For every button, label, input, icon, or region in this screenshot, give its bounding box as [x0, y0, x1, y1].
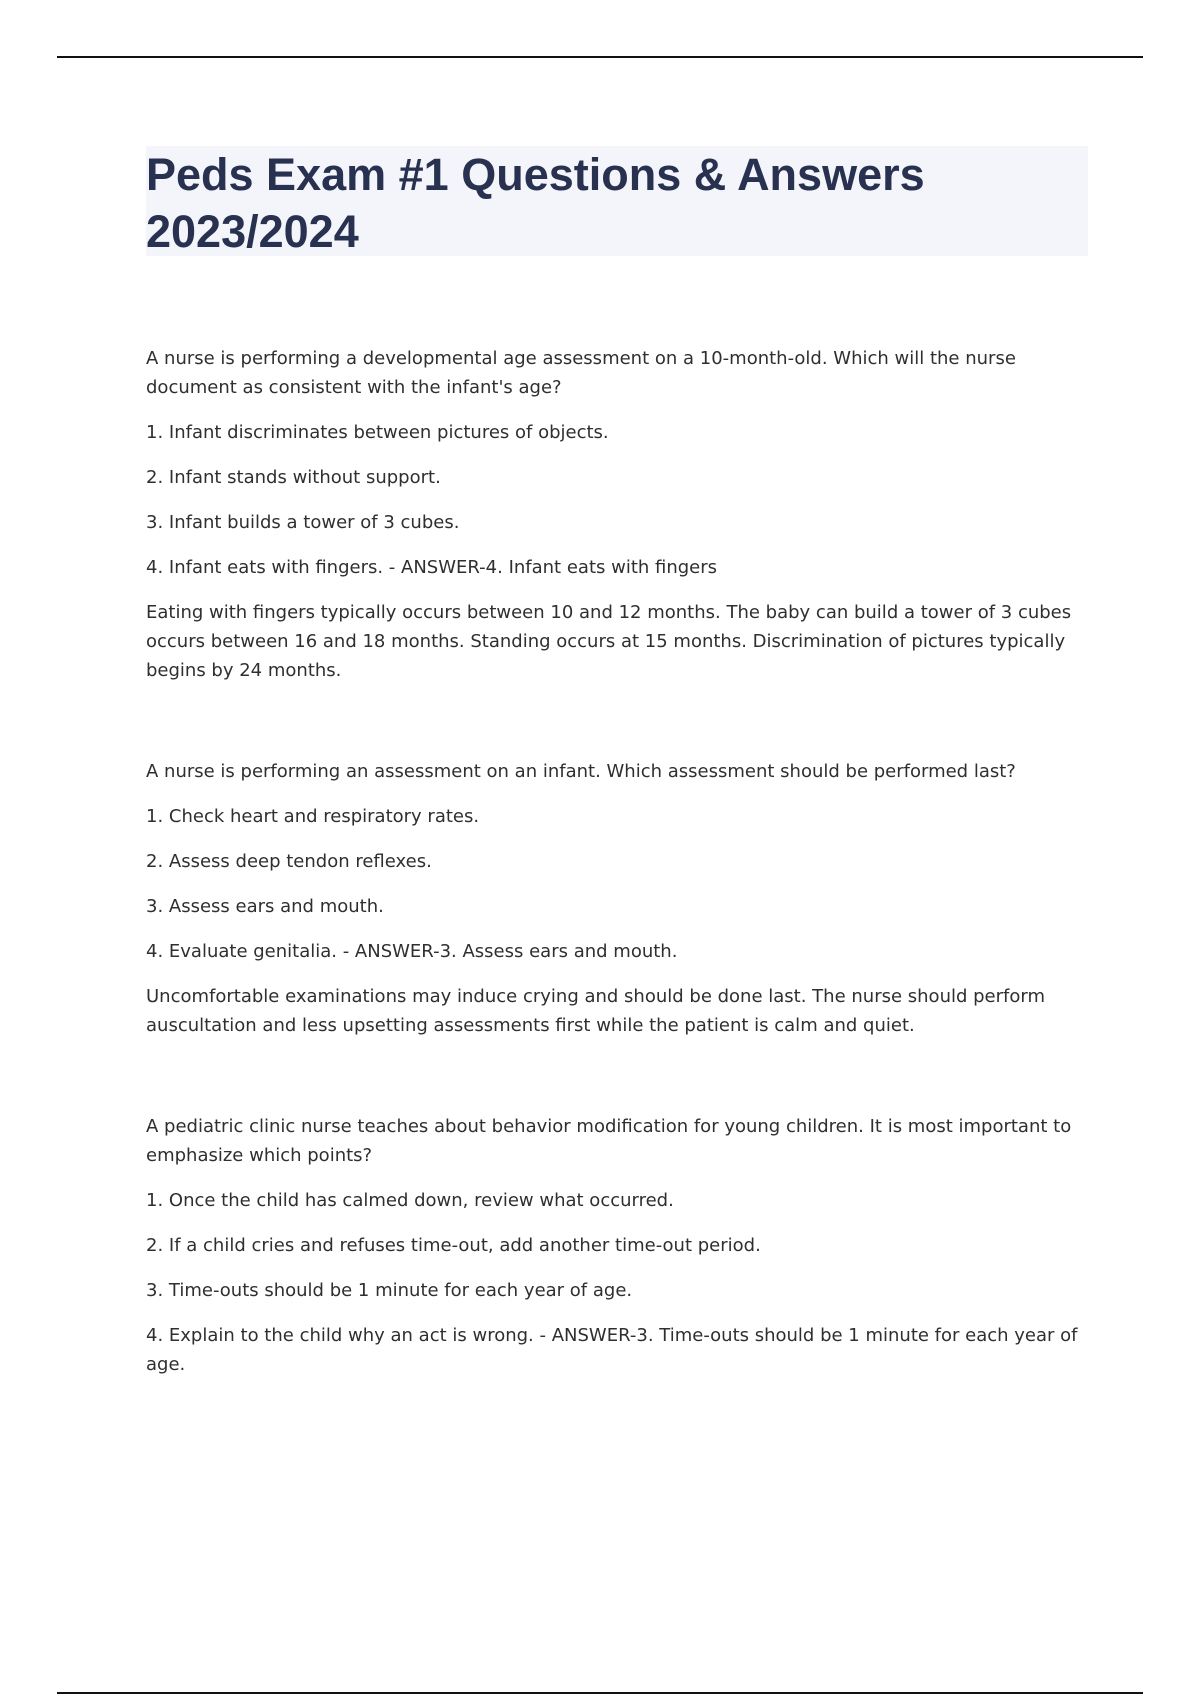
question-stem: A pediatric clinic nurse teaches about behavior modification for young children. It is most important to emphasize which points? — [146, 1116, 1072, 1166]
answer-option: 3. Assess ears and mouth. — [146, 896, 384, 917]
answer-option: 4. Explain to the child why an act is wrong. - ANSWER-3. Time-outs should be 1 minute for each year of age. — [146, 1325, 1078, 1375]
answer-rationale: Eating with fingers typically occurs between 10 and 12 months. The baby can build a tower of 3 cubes occurs between 16 and 18 months. Standing occurs at 15 months. Discrimination of pictures typically begins by 24 months. — [146, 602, 1072, 681]
answer-option: 3. Infant builds a tower of 3 cubes. — [146, 512, 460, 533]
answer-option: 2. Assess deep tendon reflexes. — [146, 851, 432, 872]
bottom-divider — [57, 1692, 1143, 1694]
question-stem: A nurse is performing a developmental age assessment on a 10-month-old. Which will the nurse document as consistent with the infant's age? — [146, 348, 1016, 398]
answer-option: 2. If a child cries and refuses time-out, add another time-out period. — [146, 1235, 761, 1256]
question-3 — [146, 1112, 1078, 1379]
document-title: Peds Exam #1 Questions & Answers 2023/2024 — [146, 149, 925, 257]
answer-option: 4. Infant eats with fingers. - ANSWER-4. Infant eats with fingers — [146, 557, 718, 578]
answer-option: 3. Time-outs should be 1 minute for each year of age. — [146, 1280, 633, 1301]
answer-option: 1. Infant discriminates between pictures of objects. — [146, 422, 609, 443]
answer-rationale: Uncomfortable examinations may induce crying and should be done last. The nurse should perform auscultation and less upsetting assessments first while the patient is calm and quiet. — [146, 986, 1045, 1036]
top-divider — [57, 56, 1143, 58]
question-1 — [146, 344, 1078, 685]
answer-option: 1. Check heart and respiratory rates. — [146, 806, 480, 827]
document-body — [146, 344, 1078, 1451]
answer-option: 4. Evaluate genitalia. - ANSWER-3. Assess ears and mouth. — [146, 941, 678, 962]
question-2 — [146, 757, 1078, 1040]
question-stem: A nurse is performing an assessment on an infant. Which assessment should be performed last? — [146, 761, 1016, 782]
answer-option: 2. Infant stands without support. — [146, 467, 441, 488]
answer-option: 1. Once the child has calmed down, review what occurred. — [146, 1190, 674, 1211]
